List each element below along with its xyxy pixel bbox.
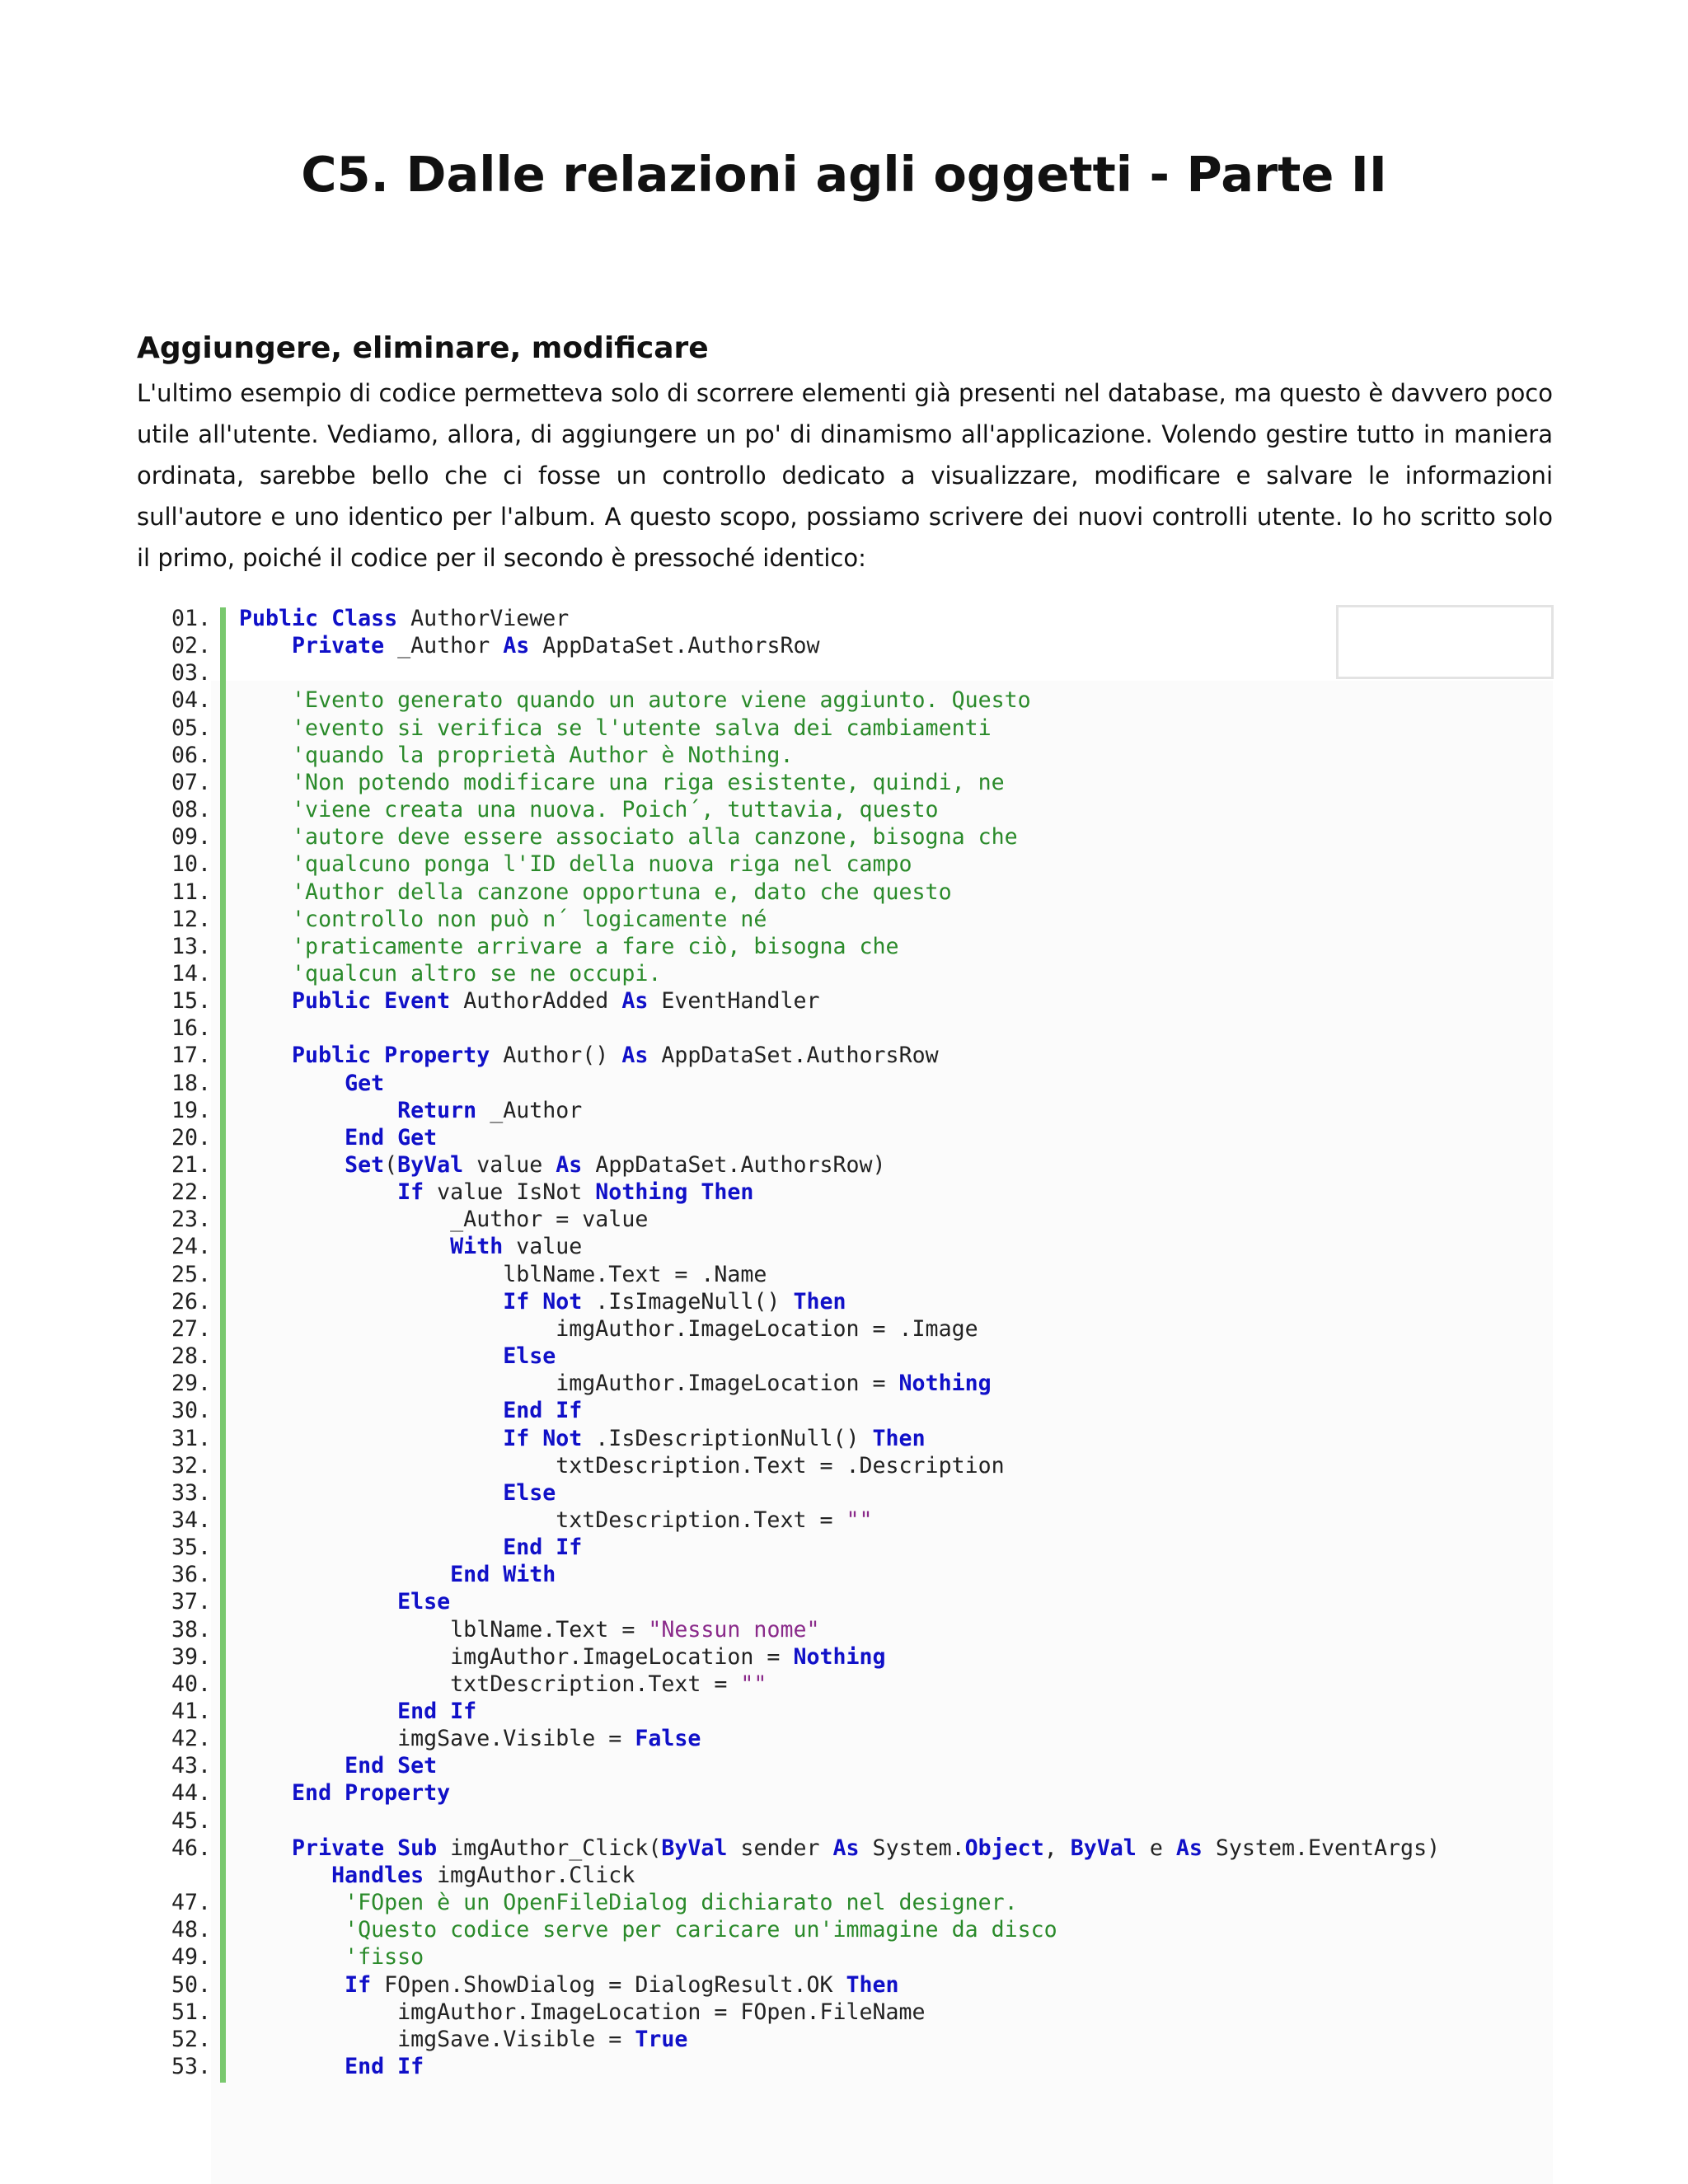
code-text: [239, 851, 912, 878]
line-number: 50.: [171, 1971, 212, 1998]
code-line: [137, 1999, 1553, 2026]
code-keyword: Nothing: [898, 1371, 992, 1397]
code-text: [239, 1124, 437, 1151]
line-number: 28.: [171, 1343, 212, 1370]
line-number: 13.: [171, 933, 212, 959]
code-text: [239, 605, 569, 632]
code-text: [239, 879, 952, 906]
line-number: 42.: [171, 1726, 212, 1752]
code-line: [137, 1015, 1553, 1042]
code-line: [137, 632, 1553, 659]
code-keyword: End With: [239, 1562, 556, 1588]
code-line: [137, 1725, 1553, 1752]
code-line: [137, 823, 1553, 851]
line-number: 09.: [171, 824, 212, 851]
code-token: imgAuthor.Click: [424, 1862, 635, 1888]
code-keyword: Else: [239, 1343, 556, 1370]
code-text: [239, 2053, 424, 2080]
code-line: [137, 2053, 1553, 2080]
code-text: [239, 1779, 450, 1807]
code-line: [137, 1343, 1553, 1370]
line-number: 08.: [171, 797, 212, 823]
code-token: .IsDescriptionNull(): [582, 1425, 873, 1451]
line-number: 40.: [171, 1671, 212, 1697]
line-number: 11.: [171, 879, 212, 905]
code-keyword: End Set: [239, 1753, 438, 1779]
code-text: [239, 796, 939, 823]
code-keyword: Then: [846, 1971, 899, 1998]
code-text: [239, 1452, 1005, 1479]
line-number: 48.: [171, 1917, 212, 1943]
code-keyword: Nothing Then: [595, 1179, 754, 1206]
code-line: [137, 1315, 1553, 1343]
code-comment: 'viene creata una nuova. Poich´, tuttavia, questo: [239, 797, 939, 823]
code-line: [137, 1397, 1553, 1424]
line-number: 22.: [171, 1179, 212, 1206]
code-keyword: Private: [239, 633, 385, 659]
code-text: [239, 1752, 437, 1779]
code-token: imgAuthor.ImageLocation = .Image: [239, 1315, 978, 1342]
code-text: [239, 1397, 582, 1424]
code-token: value IsNot: [424, 1179, 596, 1206]
code-text: [239, 1370, 992, 1397]
line-number: 27.: [171, 1315, 212, 1342]
code-line: [137, 605, 1553, 632]
line-number: 12.: [171, 906, 212, 932]
code-text: [239, 823, 1018, 851]
code-line: [137, 1971, 1553, 1999]
line-number: 19.: [171, 1097, 212, 1123]
code-line: [137, 1206, 1553, 1233]
code-text: [239, 1588, 450, 1615]
code-string: "Nessun nome": [648, 1616, 820, 1643]
code-keyword: Handles: [239, 1862, 424, 1888]
code-text: [239, 1971, 899, 1999]
code-comment: 'controllo non può n´ logicamente né: [239, 906, 767, 932]
code-keyword: End Property: [239, 1780, 451, 1807]
code-line: [137, 1835, 1553, 1862]
code-text: [239, 742, 793, 769]
line-number: 39.: [171, 1643, 212, 1670]
code-text: [239, 1179, 753, 1206]
code-line: [137, 906, 1553, 933]
code-text: [239, 1042, 939, 1069]
code-text: [239, 1233, 582, 1260]
code-keyword: Public Event: [239, 988, 451, 1015]
code-string: "": [740, 1671, 767, 1697]
code-token: imgAuthor.ImageLocation = FOpen.FileName: [239, 1999, 926, 2025]
line-number: 15.: [171, 988, 212, 1015]
line-number: 43.: [171, 1753, 212, 1779]
code-keyword: Else: [239, 1589, 451, 1615]
code-keyword: Private Sub: [239, 1835, 438, 1861]
code-token: AppDataSet.AuthorsRow: [529, 633, 820, 659]
code-line: [137, 1588, 1553, 1615]
code-text: [239, 1534, 582, 1561]
code-text: [239, 1698, 476, 1725]
code-line: [137, 715, 1553, 742]
code-token: Author(): [490, 1043, 622, 1069]
code-line: [137, 1507, 1553, 1534]
code-line: [137, 1452, 1553, 1479]
code-line: [137, 1233, 1553, 1260]
code-comment: 'quando la proprietà Author è Nothing.: [239, 742, 794, 768]
code-keyword: Set: [239, 1152, 385, 1178]
code-token: AppDataSet.AuthorsRow): [582, 1152, 886, 1178]
code-token: AuthorViewer: [397, 606, 570, 631]
code-keyword: ByVal: [661, 1835, 728, 1861]
code-keyword: If Not: [239, 1288, 583, 1315]
line-number: 33.: [171, 1479, 212, 1506]
code-line: [137, 851, 1553, 878]
code-token: imgAuthor.ImageLocation =: [239, 1371, 899, 1397]
code-text: [239, 1261, 767, 1288]
code-keyword: ByVal: [397, 1152, 464, 1178]
code-keyword: End If: [239, 1398, 583, 1424]
line-number: 30.: [171, 1398, 212, 1424]
code-token: imgAuthor_Click(: [437, 1835, 662, 1861]
code-line: [137, 933, 1553, 960]
code-token: txtDescription.Text = .Description: [239, 1452, 1005, 1479]
line-number: 14.: [171, 960, 212, 987]
code-text: [239, 1999, 926, 2026]
line-number: 07.: [171, 769, 212, 795]
code-line: [137, 1889, 1553, 1916]
code-text: [239, 1206, 648, 1233]
code-keyword: ByVal: [1070, 1835, 1137, 1861]
code-token: value: [463, 1152, 556, 1178]
code-text: [239, 906, 767, 933]
code-line: [137, 1042, 1553, 1069]
code-keyword: Object: [964, 1835, 1044, 1861]
line-number: 24.: [171, 1234, 212, 1260]
code-comment: 'autore deve essere associato alla canzone, bisogna che: [239, 824, 1018, 851]
code-text: [239, 769, 1005, 796]
code-keyword: True: [635, 2026, 688, 2052]
page-title: C5. Dalle relazioni agli oggetti - Parte II: [301, 146, 1387, 203]
code-keyword: If Not: [239, 1425, 583, 1451]
code-text: [239, 1151, 886, 1179]
line-number: 26.: [171, 1288, 212, 1315]
line-number: 01.: [171, 606, 212, 631]
code-token: txtDescription.Text =: [239, 1507, 846, 1533]
line-number: 31.: [171, 1425, 212, 1451]
code-keyword: As: [621, 988, 649, 1015]
code-line: [137, 1124, 1553, 1151]
code-keyword: Return: [239, 1097, 477, 1123]
code-keyword: As: [503, 633, 530, 659]
code-token: txtDescription.Text =: [239, 1671, 741, 1697]
line-number: 46.: [171, 1835, 212, 1861]
code-line: [137, 659, 1553, 687]
code-line: [137, 1779, 1553, 1807]
code-token: lblName.Text =: [239, 1616, 649, 1643]
code-token: AuthorAdded: [450, 988, 622, 1015]
code-text: [239, 1507, 873, 1534]
line-number: 16.: [171, 1015, 212, 1042]
code-token: value: [503, 1234, 583, 1260]
code-line: [137, 742, 1553, 769]
line-number: 53.: [171, 2053, 212, 2079]
code-keyword: As: [832, 1835, 860, 1861]
code-token: _Author = value: [239, 1207, 649, 1233]
code-line: [137, 1479, 1553, 1507]
code-text: [239, 1889, 1018, 1916]
line-number: 44.: [171, 1780, 212, 1807]
code-line: [137, 1752, 1553, 1779]
code-token: System.EventArgs): [1202, 1835, 1441, 1861]
code-keyword: If: [239, 1179, 424, 1206]
code-keyword: Nothing: [793, 1643, 886, 1670]
code-line: [137, 687, 1553, 714]
line-number: 35.: [171, 1535, 212, 1561]
line-number: 52.: [171, 2026, 212, 2052]
code-line: [137, 1425, 1553, 1452]
code-line: [137, 1179, 1553, 1206]
code-comment: 'Non potendo modificare una riga esistente, quindi, ne: [239, 769, 1005, 795]
code-line: [137, 1534, 1553, 1561]
code-text: [239, 1835, 1440, 1862]
code-line: [137, 1616, 1553, 1643]
code-string: "": [846, 1507, 873, 1533]
code-line: [137, 1698, 1553, 1725]
code-keyword: As: [621, 1043, 649, 1069]
code-line: [137, 1261, 1553, 1288]
code-text: [239, 1288, 846, 1315]
code-text: [239, 1343, 556, 1370]
code-text: [239, 1315, 978, 1343]
line-number: 38.: [171, 1616, 212, 1643]
line-number: 32.: [171, 1452, 212, 1479]
line-number: 45.: [171, 1807, 212, 1834]
code-text: [239, 1479, 556, 1507]
line-number: 10.: [171, 851, 212, 878]
line-number: 37.: [171, 1589, 212, 1615]
code-keyword: As: [556, 1152, 583, 1178]
code-line: [137, 1807, 1553, 1835]
code-keyword: Else: [239, 1479, 556, 1506]
code-text: [239, 1862, 635, 1889]
code-token: ,: [1043, 1835, 1071, 1861]
line-number: 21.: [171, 1152, 212, 1178]
line-number: 34.: [171, 1507, 212, 1533]
code-text: [239, 2026, 687, 2053]
code-text: [239, 632, 820, 659]
code-line: [137, 1943, 1553, 1971]
code-token: _Author: [384, 633, 504, 659]
section-heading: Aggiungere, eliminare, modificare: [137, 331, 709, 365]
code-text: [239, 1070, 384, 1097]
code-text: [239, 1916, 1057, 1943]
code-text: [239, 933, 899, 960]
code-keyword: As: [1175, 1835, 1203, 1861]
code-text: [239, 1561, 556, 1588]
code-token: EventHandler: [648, 988, 820, 1015]
line-number: 18.: [171, 1070, 212, 1096]
code-comment: 'qualcuno ponga l'ID della nuova riga nel campo: [239, 851, 912, 878]
line-number: 20.: [171, 1124, 212, 1151]
code-token: imgAuthor.ImageLocation =: [239, 1643, 794, 1670]
code-keyword: Public Class: [239, 606, 398, 631]
code-token: AppDataSet.AuthorsRow: [648, 1043, 939, 1069]
code-token: System.: [859, 1835, 965, 1861]
line-number: 49.: [171, 1944, 212, 1971]
code-comment: 'qualcun altro se ne occupi.: [239, 960, 662, 987]
code-keyword: Public Property: [239, 1043, 490, 1069]
code-line: [137, 987, 1553, 1015]
code-text: [239, 960, 661, 987]
code-text: [239, 987, 820, 1015]
code-line: [137, 1671, 1553, 1698]
code-line: [137, 1862, 1553, 1889]
code-comment: 'Evento generato quando un autore viene aggiunto. Questo: [239, 687, 1031, 714]
code-keyword: End If: [239, 1535, 583, 1561]
line-number: 29.: [171, 1371, 212, 1397]
line-number: 04.: [171, 687, 212, 714]
code-line: [137, 1288, 1553, 1315]
code-keyword: Then: [793, 1288, 846, 1315]
code-token: e: [1136, 1835, 1176, 1861]
line-number: 06.: [171, 742, 212, 768]
code-listing: [137, 605, 1553, 2184]
line-number: 51.: [171, 1999, 212, 2025]
code-token: _Author: [476, 1097, 583, 1123]
code-comment: 'Questo codice serve per caricare un'immagine da disco: [239, 1917, 1057, 1943]
code-line: [137, 1151, 1553, 1179]
line-number: 02.: [171, 633, 212, 659]
line-number: 03.: [171, 660, 212, 687]
code-text: [239, 715, 992, 742]
code-keyword: End If: [239, 1699, 477, 1724]
code-text: [239, 1616, 819, 1643]
code-keyword: Get: [239, 1070, 385, 1096]
code-text: [239, 687, 1031, 714]
code-line: [137, 1561, 1553, 1588]
code-line: [137, 1370, 1553, 1397]
code-text: [239, 1725, 701, 1752]
code-comment: 'fisso: [239, 1944, 424, 1971]
code-keyword: End Get: [239, 1124, 438, 1151]
code-token: FOpen.ShowDialog = DialogResult.OK: [371, 1971, 846, 1998]
code-keyword: End If: [239, 2053, 424, 2079]
code-comment: 'Author della canzone opportuna e, dato che questo: [239, 879, 952, 905]
code-token: lblName.Text = .Name: [239, 1261, 767, 1287]
line-number: 41.: [171, 1699, 212, 1724]
code-line: [137, 1643, 1553, 1671]
line-number: 47.: [171, 1890, 212, 1916]
code-text: [239, 1943, 424, 1971]
code-line: [137, 769, 1553, 796]
code-token: .IsImageNull(): [582, 1288, 794, 1315]
code-line: [137, 796, 1553, 823]
line-number: 25.: [171, 1261, 212, 1287]
code-comment: 'evento si verifica se l'utente salva dei cambiamenti: [239, 715, 992, 741]
code-keyword: False: [635, 1726, 701, 1752]
code-comment: 'FOpen è un OpenFileDialog dichiarato nel designer.: [239, 1890, 1018, 1916]
code-line: [137, 1097, 1553, 1124]
code-keyword: Then: [872, 1425, 926, 1451]
code-line: [137, 960, 1553, 987]
code-line: [137, 2026, 1553, 2053]
code-token: sender: [727, 1835, 833, 1861]
code-text: [239, 1425, 926, 1452]
code-line: [137, 1070, 1553, 1097]
code-line: [137, 879, 1553, 906]
code-keyword: With: [239, 1234, 504, 1260]
code-keyword: If: [239, 1971, 372, 1998]
code-text: [239, 1097, 582, 1124]
code-comment: 'praticamente arrivare a fare ciò, bisogna che: [239, 933, 899, 959]
line-number: 23.: [171, 1207, 212, 1233]
line-number: 36.: [171, 1562, 212, 1588]
code-line: [137, 1916, 1553, 1943]
line-number: 17.: [171, 1043, 212, 1069]
code-text: [239, 1643, 886, 1671]
code-token: imgSave.Visible =: [239, 1726, 635, 1752]
line-number: 05.: [171, 715, 212, 741]
code-token: imgSave.Visible =: [239, 2026, 635, 2052]
intro-paragraph: L'ultimo esempio di codice permetteva solo di scorrere elementi già presenti nel database, ma questo è davvero poco utile all'utente. Vediamo, allora, di aggiungere un po' di dinamismo all'applicazione. Volendo gestire tutto in maniera ordinata, sarebbe bello che ci fosse un controllo dedicato a visualizzare, modificare e salvare le informazioni sull'autore e uno identico per l'album. A questo scopo, possiamo scrivere dei nuovi controlli utente. Io ho scritto solo il primo, poiché il codice per il secondo è pressoché identico:: [137, 379, 1553, 572]
code-text: [239, 1671, 767, 1698]
code-token: (: [384, 1152, 398, 1178]
